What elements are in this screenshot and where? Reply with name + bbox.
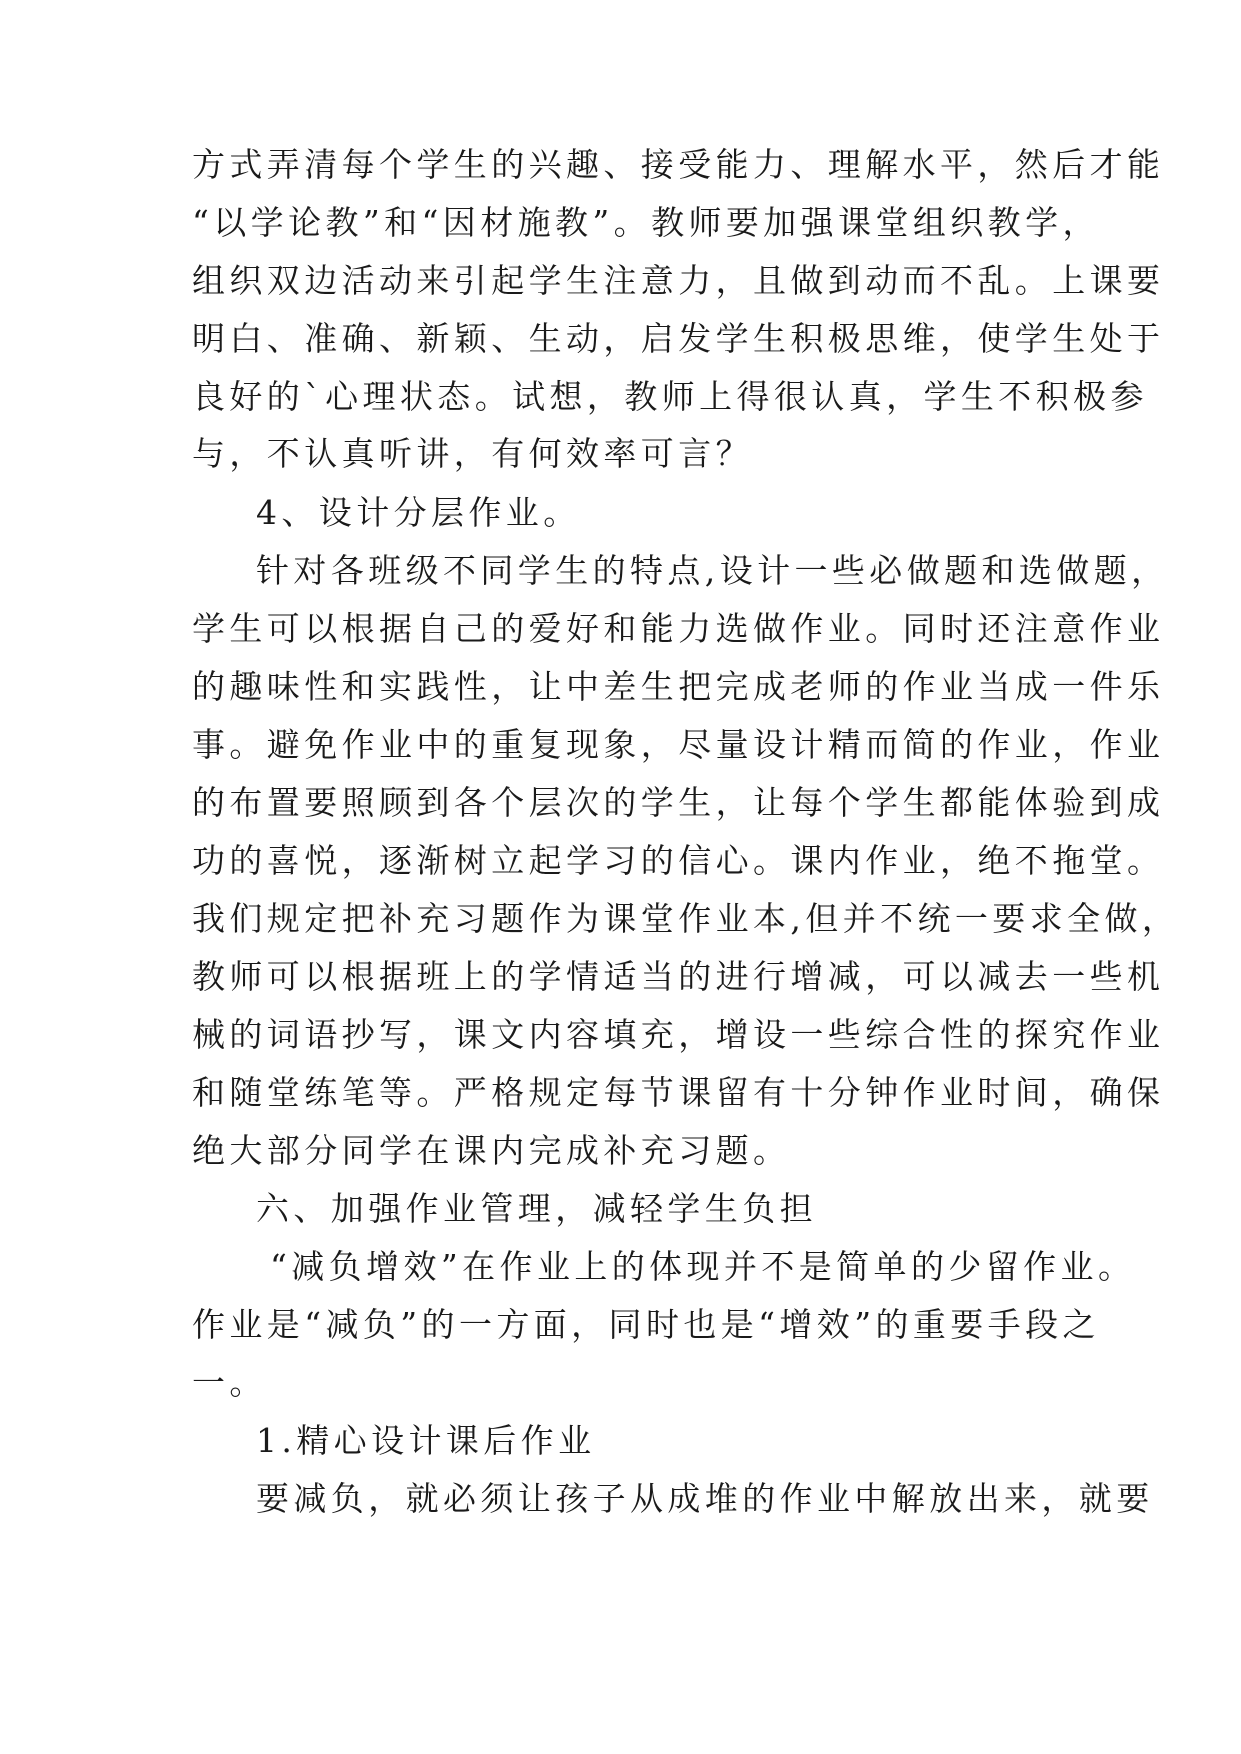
text-line: 组织双边活动来引起学生注意力，且做到动而不乱。上课要 — [192, 261, 1165, 300]
text-line: 和随堂练笔等。严格规定每节课留有十分钟作业时间，确保 — [192, 1073, 1165, 1112]
text-line: 事。避免作业中的重复现象，尽量设计精而简的作业，作业 — [192, 725, 1165, 764]
text-line: 要减负，就必须让孩子从成堆的作业中解放出来，就要 — [256, 1479, 1154, 1518]
section-heading: 六、加强作业管理，减轻学生负担 — [256, 1189, 817, 1228]
text-line: 针对各班级不同学生的特点,设计一些必做题和选做题， — [256, 551, 1169, 590]
text-line: 明白、准确、新颖、生动，启发学生积极思维，使学生处于 — [192, 319, 1165, 358]
text-line: 功的喜悦，逐渐树立起学习的信心。课内作业，绝不拖堂。 — [192, 841, 1165, 880]
text-line: 良好的`心理状态。试想，教师上得很认真，学生不积极参 — [192, 377, 1148, 416]
section-heading: 4、设计分层作业。 — [256, 493, 581, 532]
text-line: 作业是“减负”的一方面，同时也是“增效”的重要手段之 — [192, 1305, 1100, 1344]
text-line: 学生可以根据自己的爱好和能力选做作业。同时还注意作业 — [192, 609, 1165, 648]
text-line: 教师可以根据班上的学情适当的进行增减，可以减去一些机 — [192, 957, 1165, 996]
text-line: 我们规定把补充习题作为课堂作业本,但并不统一要求全做， — [192, 899, 1180, 938]
text-line: 一。 — [192, 1363, 267, 1402]
text-line: 的趣味性和实践性，让中差生把完成老师的作业当成一件乐 — [192, 667, 1165, 706]
text-line: 的布置要照顾到各个层次的学生，让每个学生都能体验到成 — [192, 783, 1165, 822]
subsection-heading: 1.精心设计课后作业 — [256, 1421, 596, 1460]
text-line: “以学论教”和“因材施教”。教师要加强课堂组织教学， — [192, 203, 1100, 242]
text-line: 与，不认真听讲，有何效率可言？ — [192, 434, 753, 473]
text-line: 绝大部分同学在课内完成补充习题。 — [192, 1131, 791, 1170]
text-line: 方式弄清每个学生的兴趣、接受能力、理解水平，然后才能 — [192, 145, 1165, 184]
text-line: “减负增效”在作业上的体现并不是简单的少留作业。 — [270, 1247, 1136, 1286]
text-line: 械的词语抄写，课文内容填充，增设一些综合性的探究作业 — [192, 1015, 1165, 1054]
